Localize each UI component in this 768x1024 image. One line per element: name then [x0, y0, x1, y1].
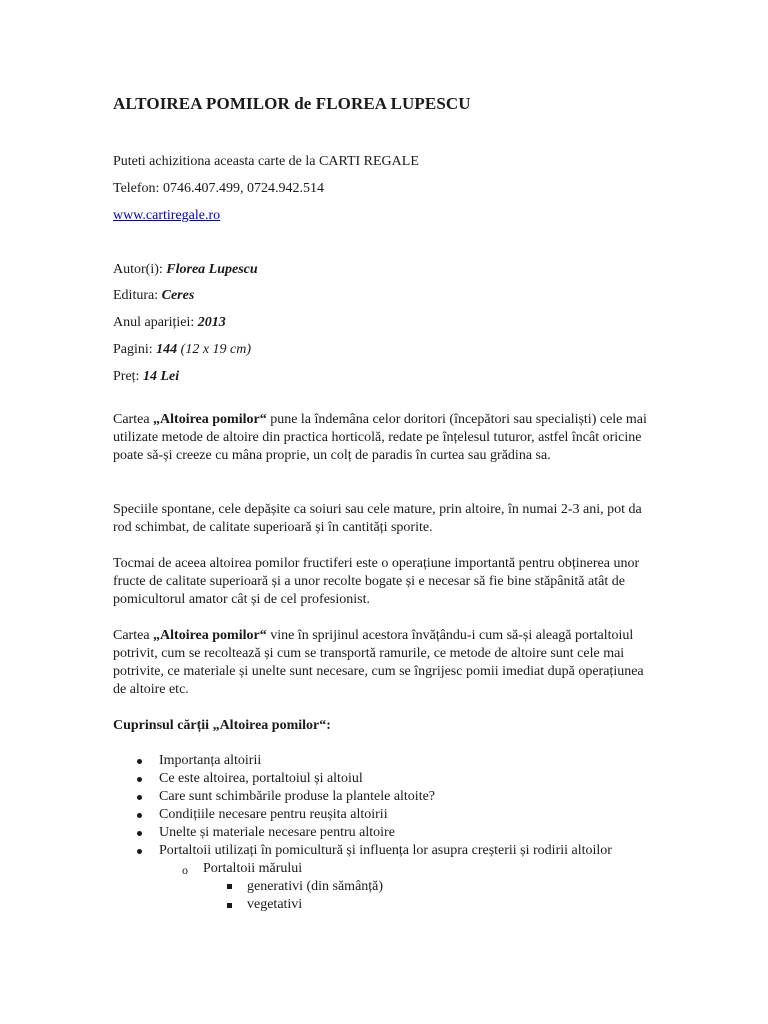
- subsub-list-item: vegetativi: [247, 897, 303, 912]
- pages-value: 144: [156, 342, 178, 357]
- publisher-line: [113, 288, 194, 304]
- author-value: Florea Lupescu: [166, 262, 258, 277]
- author-line: [113, 262, 258, 278]
- paragraph-contents-start: Cartea: [113, 628, 154, 643]
- list-item: Care sunt schimbările produse la plantele altoite?: [159, 789, 436, 804]
- price-line: [113, 369, 179, 385]
- bullet-icon: [137, 777, 142, 782]
- website-link[interactable]: www.cartiregale.ro: [113, 208, 221, 223]
- square-bullet-icon: [227, 884, 232, 889]
- list-item: Unelte și materiale necesare pentru altoire: [159, 825, 395, 840]
- paragraph-intro-rest: pune la îndemâna celor doritori (începători sau specialiști) cele mai utilizate metode de altoire din practica horticolă, redate pe înțelesul tuturor, astfel încât oricine poate să-și creeze cu mâna proprie, un colț de paradis în curtea sau grădina sa.: [113, 412, 647, 463]
- square-bullet-icon: [227, 903, 232, 908]
- pages-label: Pagini:: [113, 342, 157, 357]
- year-value: 2013: [197, 315, 226, 330]
- toc-heading: Cuprinsul cărții „Altoirea pomilor“:: [113, 718, 331, 733]
- sub-list-item: Portaltoii mărului: [203, 861, 303, 876]
- book-title-inline: „Altoirea pomilor“: [153, 412, 267, 427]
- bullet-icon: [137, 831, 142, 836]
- circle-bullet-icon: o: [182, 863, 188, 877]
- paragraph-importance: Tocmai de aceea altoirea pomilor fructiferi este o operațiune importantă pentru obținerea unor fructe de calitate superioară și a unor recolte bogate și e necesar să fie bine stăpânită atât de pomicultorul amator cât și de cel profesionist.: [113, 556, 640, 607]
- bullet-icon: [137, 795, 142, 800]
- paragraph-intro: [113, 411, 648, 465]
- year-line: [113, 315, 226, 331]
- paragraph-species: Speciile spontane, cele depășite ca soiuri sau cele mature, prin altoire, în numai 2-3 ani, pot da rod schimbat, de calitate superioară și în cantități sporite.: [113, 502, 642, 535]
- price-value: 14 Lei: [142, 369, 180, 384]
- paragraph-intro-start: Cartea: [113, 412, 154, 427]
- price-label: Preț:: [113, 369, 143, 384]
- subsub-list-item: generativi (din sămânță): [247, 879, 384, 894]
- author-label: Autor(i):: [113, 262, 167, 277]
- year-label: Anul apariției:: [113, 315, 198, 330]
- purchase-line: Puteti achizitiona aceasta carte de la CARTI REGALE: [113, 154, 419, 169]
- bullet-icon: [137, 849, 142, 854]
- list-item: Importanța altoirii: [159, 753, 262, 768]
- book-title-inline: „Altoirea pomilor“: [153, 628, 267, 643]
- pages-format: (12 x 19 cm): [177, 342, 252, 357]
- list-item: Ce este altoirea, portaltoiul și altoiul: [159, 771, 363, 786]
- list-item: Condițiile necesare pentru reușita altoirii: [159, 807, 388, 822]
- list-item: Portaltoii utilizați în pomicultură și influența lor asupra creșterii și rodirii altoilor: [159, 843, 612, 858]
- pages-line: [113, 342, 251, 358]
- paragraph-contents-rest: vine în sprijinul acestora învățându-i cum să-și aleagă portaltoiul potrivit, cum se recoltează și cum se transportă ramurile, ce metode de altoire sunt cele mai potrivite, ce materiale și unelte sunt necesare, cum se îngrijesc pomii imediat după operațiunea de altoire etc.: [113, 628, 644, 697]
- publisher-value: Ceres: [161, 288, 195, 303]
- phone-line: Telefon: 0746.407.499, 0724.942.514: [113, 181, 324, 196]
- publisher-label: Editura:: [113, 288, 162, 303]
- paragraph-contents: [113, 627, 648, 699]
- bullet-icon: [137, 759, 142, 764]
- bullet-icon: [137, 813, 142, 818]
- document-title: ALTOIREA POMILOR de FLOREA LUPESCU: [113, 94, 471, 113]
